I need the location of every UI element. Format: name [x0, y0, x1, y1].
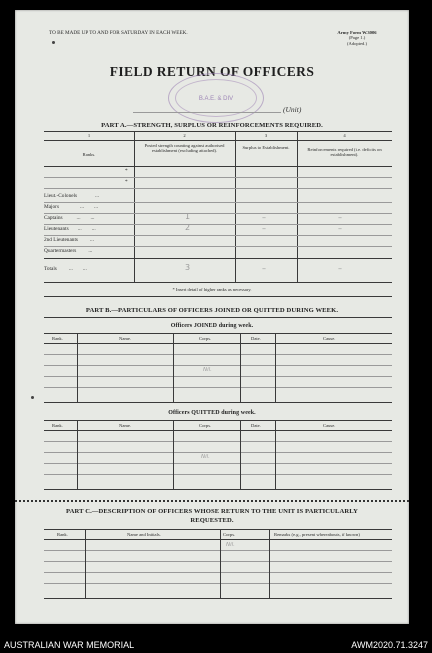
pencil-reinf-lieutenants: – — [338, 224, 342, 233]
quitted-row-rule — [44, 441, 392, 442]
part-c-col-name: Name and Initials. — [127, 532, 161, 537]
totals-label: Totals — [44, 266, 57, 272]
part-a-row-rule — [44, 202, 392, 203]
page-title: FIELD RETURN OF OFFICERS — [109, 64, 315, 79]
quitted-col-corps: Corps. — [199, 423, 212, 428]
quitted-col-divider — [275, 420, 276, 489]
quitted-col-divider — [77, 420, 78, 489]
part-a-row-rule — [44, 246, 392, 247]
part-c-table-bottom — [44, 598, 392, 599]
part-a-col-number-4: 4 — [343, 133, 346, 138]
part-b-heading: PART B.—PARTICULARS OF OFFICERS JOINED OR QUITTED DURING WEEK. — [85, 307, 339, 314]
part-a-header-posted: Posted strength counting against authorised establishment (excluding attached). — [144, 143, 225, 154]
joined-header-rule — [44, 343, 392, 344]
part-a-star-row-1: * — [125, 168, 128, 174]
quitted-col-cause: Cause. — [323, 423, 336, 428]
totals-row: Totals ... ... — [44, 266, 87, 272]
quitted-title: Officers QUITTED during week. — [168, 410, 256, 416]
rank-label: 2nd Lieutenants — [44, 237, 78, 243]
pencil-totals-reinf: – — [338, 264, 342, 273]
pencil-captains-posted: 1 — [185, 212, 191, 221]
quitted-col-name: Name. — [119, 423, 132, 428]
unit-label: (Unit) — [283, 105, 302, 114]
quitted-nil-note: Nil. — [201, 454, 210, 460]
pencil-reinf-captains: – — [338, 213, 342, 222]
part-c-col-divider — [220, 529, 221, 598]
pencil-totals-surplus: – — [262, 264, 266, 273]
joined-nil-note: Nil. — [203, 367, 212, 373]
part-a-pre-total-rule — [44, 258, 392, 259]
part-a-bottom-rule — [44, 282, 392, 283]
joined-col-divider — [275, 333, 276, 402]
quitted-row-rule — [44, 463, 392, 464]
rank-lieut-colonels: Lieut.-Colonels ... — [44, 193, 100, 199]
quitted-col-divider — [173, 420, 174, 489]
rank-label: Majors — [44, 204, 60, 210]
part-a-header-rule — [44, 166, 392, 167]
part-a-col-number-3: 3 — [264, 133, 268, 138]
part-b-top-rule — [44, 317, 392, 318]
part-a-heading: PART A.—STRENGTH, SURPLUS OR REINFORCEMENTS REQUIRED. — [101, 122, 323, 129]
rank-captains: Captains ... ... — [44, 215, 95, 221]
part-a-header-ranks: Ranks. — [82, 152, 96, 157]
part-a-header-surplus: Surplus to Establishment. — [242, 145, 290, 150]
part-c-row-rule — [44, 550, 392, 551]
joined-col-cause: Cause. — [323, 336, 336, 341]
part-c-table-top — [44, 529, 392, 530]
joined-col-divider — [173, 333, 174, 402]
unit-underline — [133, 112, 281, 113]
joined-table-bottom — [44, 402, 392, 403]
footer-accession-number: AWM2020.71.3247 — [351, 640, 428, 650]
quitted-col-rank: Rank. — [52, 423, 63, 428]
form-page: (Page 1.) — [348, 35, 366, 41]
pencil-totals-posted: 3 — [185, 263, 191, 272]
part-c-col-divider — [269, 529, 270, 598]
joined-col-rank: Rank. — [52, 336, 63, 341]
part-a-col-divider-1 — [134, 131, 135, 283]
perforation-line — [15, 500, 409, 502]
unit-stamp — [168, 73, 264, 123]
part-a-col-number-2: 2 — [183, 133, 186, 138]
quitted-header-rule — [44, 430, 392, 431]
joined-row-rule — [44, 387, 392, 388]
form-name: Army Form W.3006 — [337, 30, 377, 35]
part-a-footnote: * Insert detail of higher ranks as necessary. — [172, 287, 252, 292]
rank-label: Lieut.-Colonels — [44, 193, 78, 199]
pencil-surplus-lieutenants: – — [262, 224, 266, 233]
rank-quartermasters: Quartermasters ... — [44, 248, 93, 254]
form-identifier — [327, 30, 387, 46]
form-status: (Adopted.) — [346, 40, 368, 46]
joined-row-rule — [44, 376, 392, 377]
joined-col-divider — [240, 333, 241, 402]
rank-lieutenants: Lieutenants ... ... — [44, 226, 96, 232]
joined-col-divider — [77, 333, 78, 402]
quitted-table-top — [44, 420, 392, 421]
joined-row-rule — [44, 365, 392, 366]
part-c-row-rule — [44, 583, 392, 584]
part-c-col-corps: Corps. — [223, 532, 236, 537]
rank-label: Lieutenants — [44, 226, 69, 232]
quitted-col-divider — [240, 420, 241, 489]
part-a-footnote-rule — [44, 296, 392, 297]
joined-table-top — [44, 333, 392, 334]
part-c-heading: PART C.—DESCRIPTION OF OFFICERS WHOSE RETURN TO THE UNIT IS PARTICULARLY REQUESTED. — [66, 508, 358, 524]
part-c-row-rule — [44, 572, 392, 573]
part-a-star-row-2: * — [125, 179, 128, 185]
part-c-col-divider — [85, 529, 86, 598]
part-a-col-divider-3 — [297, 131, 298, 283]
part-a-number-row-rule — [44, 140, 392, 141]
unit-stamp-text: B.A.E. & DIV — [198, 96, 234, 102]
part-c-row-rule — [44, 561, 392, 562]
joined-row-rule — [44, 354, 392, 355]
quitted-col-date: Date. — [251, 423, 261, 428]
joined-col-date: Date. — [251, 336, 261, 341]
part-c-col-rank: Rank. — [57, 532, 68, 537]
quitted-row-rule — [44, 452, 392, 453]
header-instruction: TO BE MADE UP TO AND FOR SATURDAY IN EACH WEEK. — [49, 30, 188, 36]
part-a-row-rule — [44, 235, 392, 236]
rank-label: Captains — [44, 215, 63, 221]
form-page — [15, 10, 409, 624]
pencil-surplus-captains: – — [262, 213, 266, 222]
rank-2nd-lieutenants: 2nd Lieutenants ... — [44, 237, 94, 243]
binding-hole-mark — [31, 396, 34, 399]
quitted-row-rule — [44, 474, 392, 475]
rank-majors: Majors ... ... — [44, 204, 98, 210]
quitted-table-bottom — [44, 489, 392, 490]
part-a-row-rule — [44, 188, 392, 189]
joined-title: Officers JOINED during week. — [170, 323, 254, 329]
part-a-col-divider-2 — [235, 131, 236, 283]
binding-hole-mark — [52, 41, 55, 44]
joined-col-name: Name. — [119, 336, 132, 341]
part-a-col-number-1: 1 — [87, 133, 91, 138]
rank-label: Quartermasters — [44, 248, 77, 254]
part-a-row-rule — [44, 177, 392, 178]
footer-credit: AUSTRALIAN WAR MEMORIAL — [4, 640, 135, 650]
part-c-header-rule — [44, 539, 392, 540]
pencil-lieutenants-posted: 2 — [185, 223, 191, 232]
part-a-header-reinforcements: Reinforcements required (i.e. deficits on establishment). — [307, 147, 382, 158]
joined-col-corps: Corps. — [199, 336, 212, 341]
part-a-top-rule — [44, 131, 392, 132]
part-c-col-remarks: Remarks (e.g., present whereabouts, if known) — [274, 532, 360, 537]
part-c-nil-note: Nil. — [226, 542, 235, 548]
